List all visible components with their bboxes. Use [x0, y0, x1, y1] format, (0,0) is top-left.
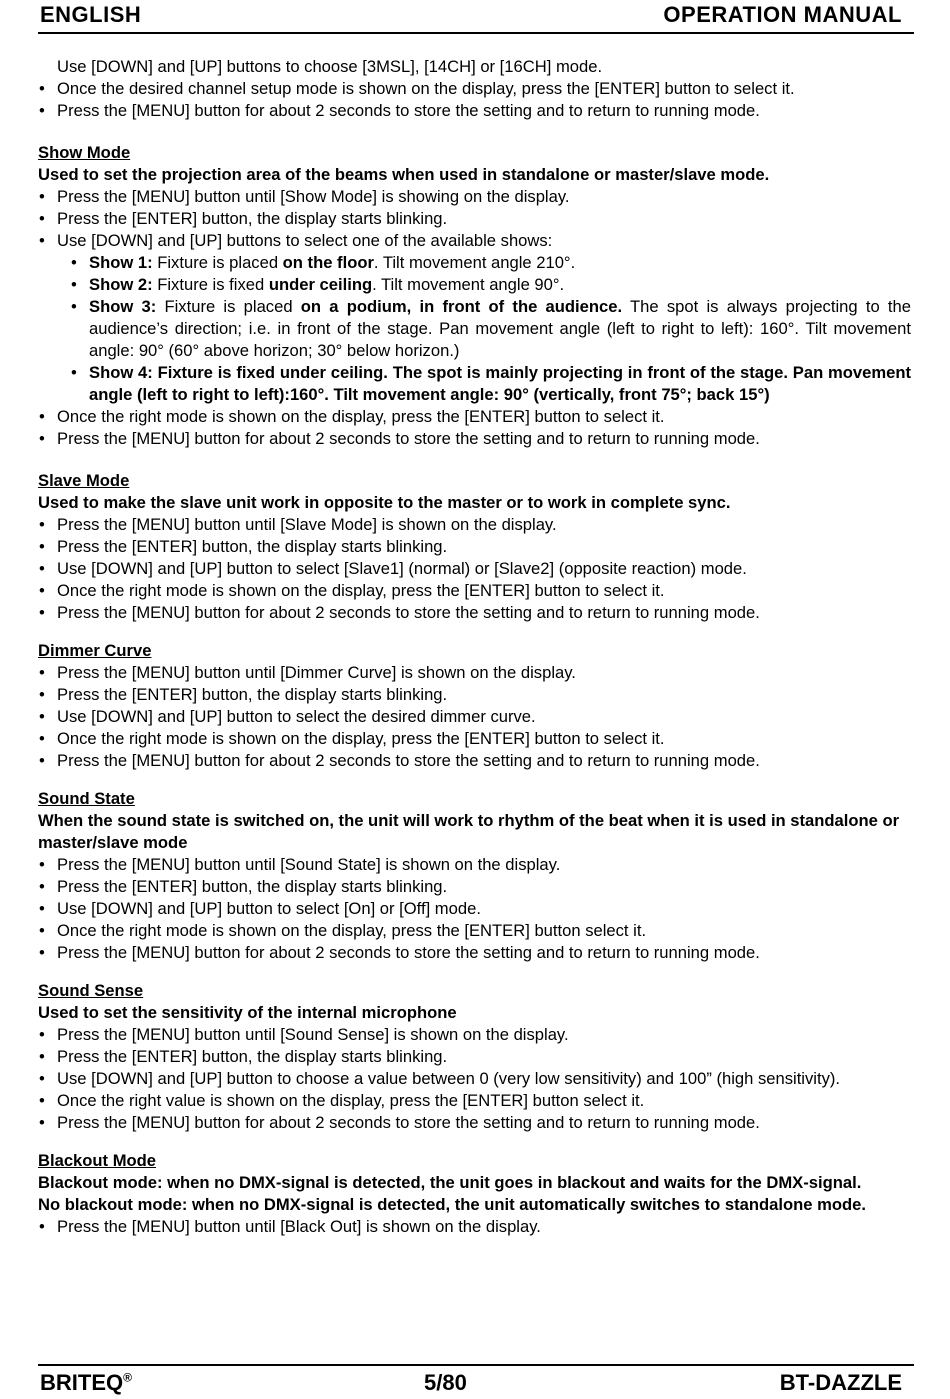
list-item: • Once the right mode is shown on the display, press the [ENTER] button to select it.	[38, 728, 911, 750]
section-title: Show Mode	[38, 143, 131, 162]
list-item: • Press the [MENU] button for about 2 seconds to store the setting and to return to running mode.	[38, 428, 911, 450]
list-item: • Press the [MENU] button for about 2 seconds to store the setting and to return to running mode.	[38, 602, 911, 624]
section-subtitle: Used to set the projection area of the beams when used in standalone or master/slave mode.	[38, 165, 770, 184]
show-mode-list	[38, 186, 911, 252]
section-sound-state	[38, 788, 911, 964]
section-subtitle: Used to make the slave unit work in opposite to the master or to work in complete sync.	[38, 493, 731, 512]
show-option-3: • Show 3: Fixture is placed on a podium, in front of the audience. The spot is always projecting to the audience’s direction; i.e. in front of the stage. Pan movement angle (left to right to left): 160°. Tilt movement angle: 90° (60° above horizon; 30° below horizon.)	[38, 296, 911, 362]
list-item: • Press the [MENU] button until [Sound State] is shown on the display.	[38, 854, 911, 876]
dimmer-curve-list	[38, 662, 911, 772]
list-item: • Use [DOWN] and [UP] buttons to select one of the available shows:	[38, 230, 911, 252]
page-footer	[38, 1364, 914, 1399]
footer-model: BT-DAZZLE	[779, 1370, 902, 1395]
section-sound-sense	[38, 980, 911, 1134]
list-item: • Press the [MENU] button for about 2 seconds to store the setting and to return to running mode.	[38, 750, 911, 772]
list-item: • Press the [MENU] button until [Dimmer Curve] is shown on the display.	[38, 662, 911, 684]
list-item: • Press the [MENU] button for about 2 seconds to store the setting and to return to running mode.	[38, 942, 911, 964]
section-slave-mode	[38, 470, 911, 624]
list-item: • Use [DOWN] and [UP] button to select the desired dimmer curve.	[38, 706, 911, 728]
section-title: Sound Sense	[38, 981, 144, 1000]
page-content	[38, 56, 911, 1238]
show-mode-list-end	[38, 406, 911, 450]
intro-list	[38, 78, 911, 122]
blackout-mode-description: Blackout mode: when no DMX-signal is detected, the unit goes in blackout and waits for the DMX-signal.	[38, 1173, 862, 1192]
no-blackout-mode-description: No blackout mode: when no DMX-signal is detected, the unit automatically switches to standalone mode.	[38, 1195, 866, 1214]
intro-line: Use [DOWN] and [UP] buttons to choose [3MSL], [14CH] or [16CH] mode.	[57, 57, 603, 76]
list-item: • Press the [ENTER] button, the display starts blinking.	[38, 536, 911, 558]
section-title: Sound State	[38, 789, 135, 808]
list-item: • Press the [ENTER] button, the display starts blinking.	[38, 876, 911, 898]
sound-sense-list	[38, 1024, 911, 1134]
section-show-mode	[38, 142, 911, 450]
list-item: • Press the [MENU] button for about 2 seconds to store the setting and to return to running mode.	[38, 1112, 911, 1134]
list-item: • Press the [MENU] button until [Show Mode] is showing on the display.	[38, 186, 911, 208]
list-item: • Press the [ENTER] button, the display starts blinking.	[38, 684, 911, 706]
list-item: • Press the [MENU] button for about 2 seconds to store the setting and to return to running mode.	[38, 100, 911, 122]
list-item: • Use [DOWN] and [UP] button to choose a value between 0 (very low sensitivity) and 100” (high sensitivity).	[38, 1068, 911, 1090]
section-dimmer-curve	[38, 640, 911, 772]
blackout-mode-list	[38, 1216, 911, 1238]
list-item: • Once the right mode is shown on the display, press the [ENTER] button to select it.	[38, 580, 911, 602]
list-item: • Once the right mode is shown on the display, press the [ENTER] button select it.	[38, 920, 911, 942]
section-subtitle: When the sound state is switched on, the unit will work to rhythm of the beat when it is used in standalone or master/slave mode	[38, 811, 900, 852]
section-title: Dimmer Curve	[38, 641, 152, 660]
list-item: • Once the desired channel setup mode is shown on the display, press the [ENTER] button to select it.	[38, 78, 911, 100]
slave-mode-list	[38, 514, 911, 624]
footer-brand: BRITEQ®	[40, 1370, 132, 1395]
show-options-list	[38, 252, 911, 406]
sound-state-list	[38, 854, 911, 964]
header-manual-title: OPERATION MANUAL	[663, 2, 902, 27]
page-number: 5/80	[424, 1370, 467, 1395]
list-item: • Press the [ENTER] button, the display starts blinking.	[38, 208, 911, 230]
list-item: • Once the right mode is shown on the display, press the [ENTER] button to select it.	[38, 406, 911, 428]
show-option-1: • Show 1: Fixture is placed on the floor. Tilt movement angle 210°.	[38, 252, 911, 274]
show-option-2: • Show 2: Fixture is fixed under ceiling. Tilt movement angle 90°.	[38, 274, 911, 296]
list-item: • Press the [MENU] button until [Slave Mode] is shown on the display.	[38, 514, 911, 536]
section-blackout-mode	[38, 1150, 911, 1238]
list-item: • Once the right value is shown on the display, press the [ENTER] button select it.	[38, 1090, 911, 1112]
list-item: • Press the [ENTER] button, the display starts blinking.	[38, 1046, 911, 1068]
list-item: • Use [DOWN] and [UP] button to select [On] or [Off] mode.	[38, 898, 911, 920]
header-language: ENGLISH	[40, 2, 142, 27]
section-subtitle: Used to set the sensitivity of the internal microphone	[38, 1003, 457, 1022]
list-item: • Use [DOWN] and [UP] button to select [Slave1] (normal) or [Slave2] (opposite reaction) mode.	[38, 558, 911, 580]
show-option-4: • Show 4: Fixture is fixed under ceiling. The spot is mainly projecting in front of the stage. Pan movement angle (left to right to left):160°. Tilt movement angle: 90° (vertically, front 75°; back 15°)	[38, 362, 911, 406]
page-header	[38, 0, 914, 34]
section-title: Blackout Mode	[38, 1151, 157, 1170]
list-item: • Press the [MENU] button until [Black Out] is shown on the display.	[38, 1216, 911, 1238]
section-title: Slave Mode	[38, 471, 130, 490]
intro-block	[38, 56, 911, 122]
list-item: • Press the [MENU] button until [Sound Sense] is shown on the display.	[38, 1024, 911, 1046]
